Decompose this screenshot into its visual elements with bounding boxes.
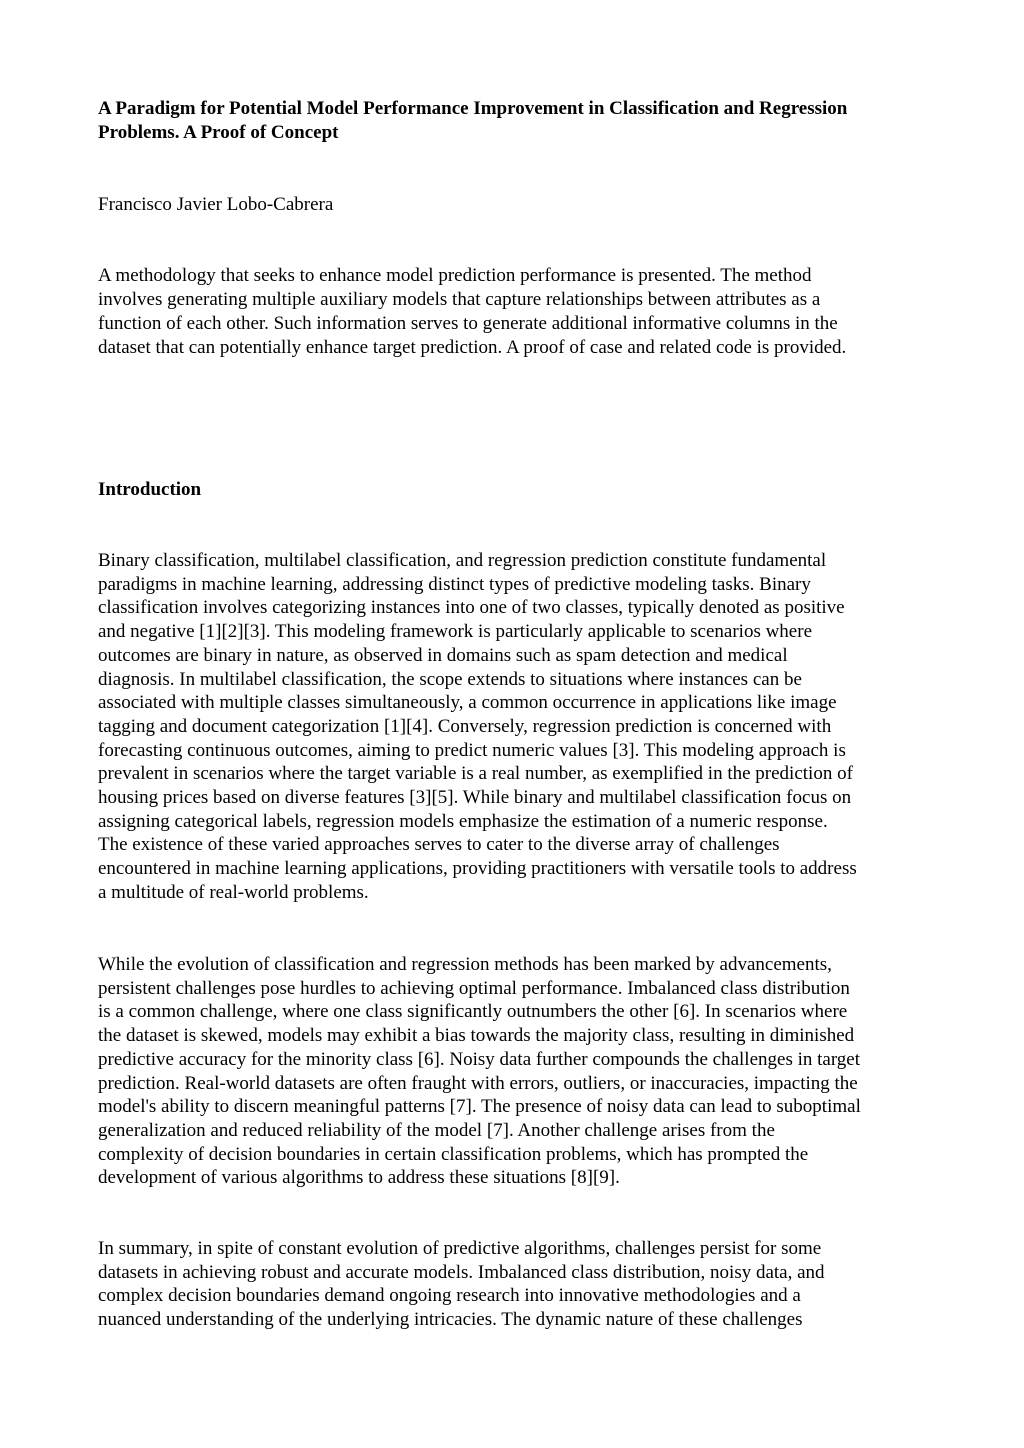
paragraph-line: associated with multiple classes simultaneously, a common occurrence in applications like image <box>98 692 837 714</box>
paragraph-line: persistent challenges pose hurdles to achieving optimal performance. Imbalanced class distribution <box>98 977 850 999</box>
paragraph-line: housing prices based on diverse features [3][5]. While binary and multilabel classification focus on <box>98 787 852 809</box>
paragraph-line: While the evolution of classification and regression methods has been marked by advancements, <box>98 954 832 975</box>
paragraph-line: paradigms in machine learning, addressing distinct types of predictive modeling tasks. Binary <box>98 573 811 595</box>
paragraph-line: development of various algorithms to address these situations [8][9]. <box>98 1167 620 1189</box>
paragraph-3 <box>98 1237 930 1332</box>
paragraph-line: datasets in achieving robust and accurate models. Imbalanced class distribution, noisy data, and <box>98 1261 825 1283</box>
paragraph-line: classification involves categorizing instances into one of two classes, typically denoted as positive <box>98 597 845 619</box>
paragraph-line: diagnosis. In multilabel classification, the scope extends to situations where instances can be <box>98 668 802 690</box>
paper-title <box>98 97 930 145</box>
paragraph-line: complexity of decision boundaries in certain classification problems, which has prompted the <box>98 1143 809 1165</box>
abstract-line: A methodology that seeks to enhance model prediction performance is presented. The method <box>98 265 812 286</box>
abstract-line: involves generating multiple auxiliary models that capture relationships between attributes as a <box>98 289 821 310</box>
paragraph-line: complex decision boundaries demand ongoing research into innovative methodologies and a <box>98 1285 801 1307</box>
abstract-line: dataset that can potentially enhance target prediction. A proof of case and related code is provided. <box>98 337 847 358</box>
paragraph-line: outcomes are binary in nature, as observed in domains such as spam detection and medical <box>98 644 788 666</box>
author-name: Francisco Javier Lobo-Cabrera <box>98 194 334 215</box>
paragraph-line: Binary classification, multilabel classification, and regression prediction constitute fundamental <box>98 550 827 571</box>
paragraph-line: and negative [1][2][3]. This modeling framework is particularly applicable to scenarios where <box>98 621 813 643</box>
paragraph-line: the dataset is skewed, models may exhibit a bias towards the majority class, resulting in diminished <box>98 1025 855 1047</box>
paragraph-line: generalization and reduced reliability of the model [7]. Another challenge arises from the <box>98 1119 775 1141</box>
title-line: Problems. A Proof of Concept <box>98 122 339 143</box>
abstract <box>98 264 930 360</box>
paragraph-line: assigning categorical labels, regression models emphasize the estimation of a numeric response. <box>98 810 828 832</box>
paragraph-line: prediction. Real-world datasets are often fraught with errors, outliers, or inaccuracies, impacting the <box>98 1072 858 1094</box>
paragraph-line: encountered in machine learning applications, providing practitioners with versatile tools to address <box>98 858 857 880</box>
paragraph-line: is a common challenge, where one class significantly outnumbers the other [6]. In scenarios where <box>98 1001 848 1023</box>
title-line: A Paradigm for Potential Model Performance Improvement in Classification and Regression <box>98 98 848 119</box>
paragraph-line: model's ability to discern meaningful patterns [7]. The presence of noisy data can lead to suboptimal <box>98 1096 861 1118</box>
paragraph-line: The existence of these varied approaches serves to cater to the diverse array of challenges <box>98 834 780 856</box>
paragraph-2 <box>98 953 930 1190</box>
paragraph-1 <box>98 549 930 905</box>
paragraph-line: prevalent in scenarios where the target variable is a real number, as exemplified in the prediction of <box>98 763 853 785</box>
paragraph-line: predictive accuracy for the minority class [6]. Noisy data further compounds the challenges in target <box>98 1048 861 1070</box>
paragraph-line: nuanced understanding of the underlying intricacies. The dynamic nature of these challenges <box>98 1309 803 1331</box>
paragraph-line: tagging and document categorization [1][4]. Conversely, regression prediction is concerned with <box>98 715 832 737</box>
abstract-line: function of each other. Such information serves to generate additional informative columns in the <box>98 313 838 334</box>
section-heading-introduction: Introduction <box>98 479 202 500</box>
paragraph-line: forecasting continuous outcomes, aiming to predict numeric values [3]. This modeling approach is <box>98 739 846 761</box>
paragraph-line: a multitude of real-world problems. <box>98 881 369 903</box>
paragraph-line: In summary, in spite of constant evolution of predictive algorithms, challenges persist for some <box>98 1238 822 1259</box>
